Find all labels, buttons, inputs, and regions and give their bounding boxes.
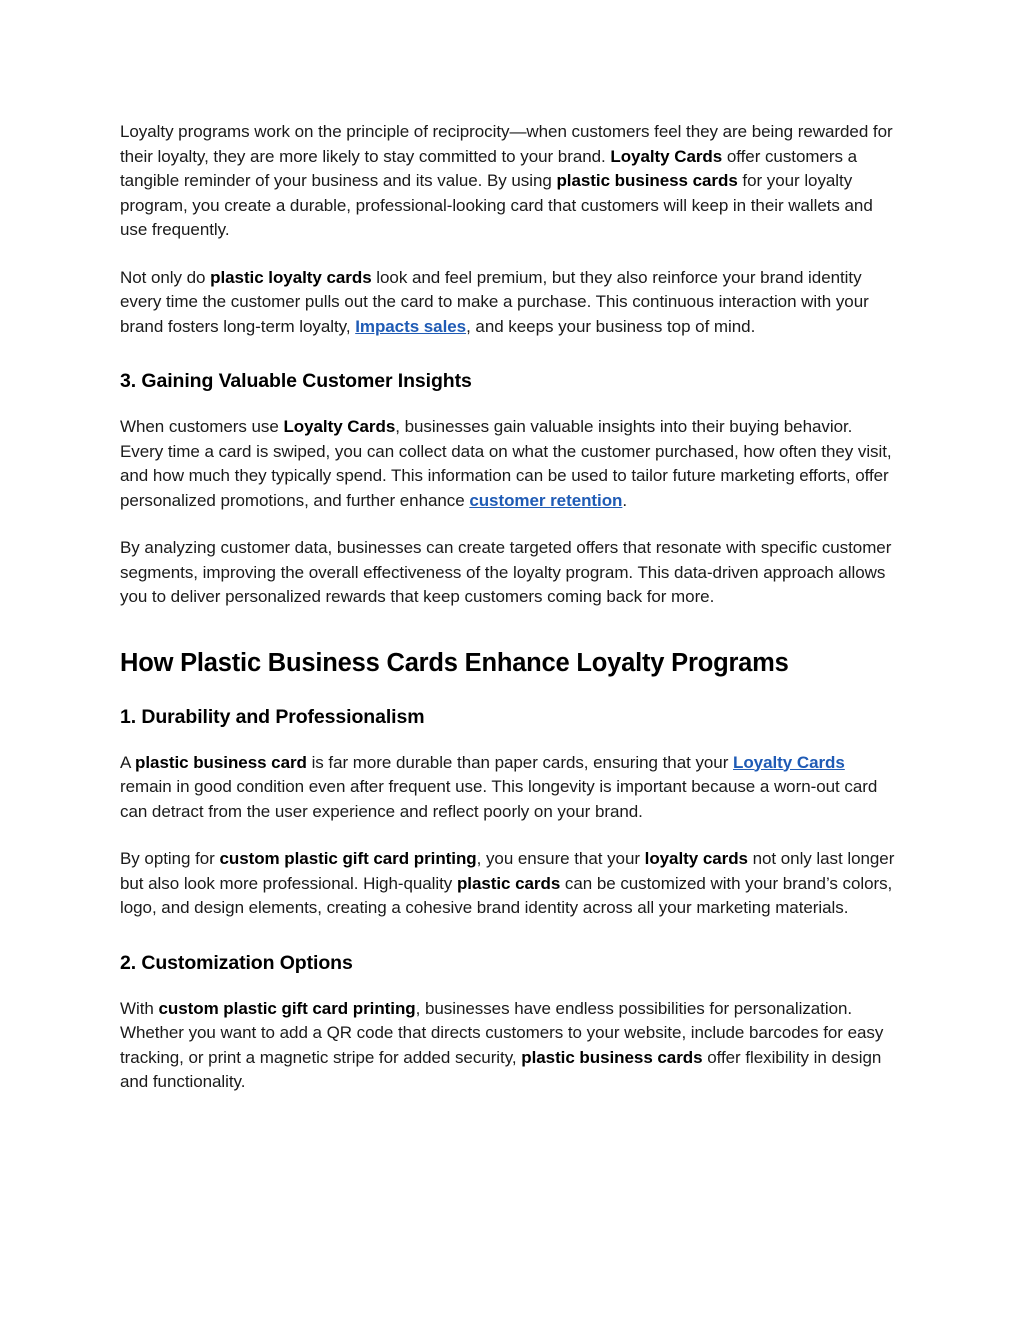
emphasis-text: plastic cards xyxy=(456,873,561,893)
emphasis-text: plastic business card xyxy=(135,752,307,772)
body-text: can be customized with your brand’s colors, logo, and design elements, creating a cohesive brand identity across all your marketing materials. xyxy=(120,873,893,917)
body-text: Not only do xyxy=(120,267,211,287)
body-text: By analyzing customer data, businesses can create targeted offers that resonate with specific customer segments, improving the overall effectiveness of the loyalty program. This data-driven approach allows you to deliver personalized rewards that keep customers coming back for more. xyxy=(120,538,892,606)
body-text: Loyalty programs work on the principle of reciprocity—when customers feel they are being rewarded for their loyalty, they are more likely to stay committed to your brand. xyxy=(120,122,893,166)
paragraph-custom-printing xyxy=(120,847,895,921)
emphasis-text: plastic loyalty cards xyxy=(210,267,372,287)
body-text: , you ensure that your xyxy=(476,849,645,868)
body-text: for your loyalty program, you create a durable, professional-looking card that customers will keep in their wallets and use frequently. xyxy=(120,171,873,239)
emphasis-text: loyalty cards xyxy=(644,849,748,868)
inline-link[interactable]: customer retention xyxy=(469,490,623,510)
emphasis-text: plastic business cards xyxy=(556,171,738,190)
body-text: , businesses have endless possibilities for personalization. Whether you want to add a QR code that directs customers to your website, include barcodes for easy tracking, or print a magnetic stripe for added security, xyxy=(120,998,884,1067)
heading-durability-and-professionalism xyxy=(120,705,895,730)
heading-how-plastic-business-cards-enhance-loyalty-programs xyxy=(120,648,895,679)
paragraph-brand-identity xyxy=(120,266,895,340)
paragraph-durability xyxy=(120,751,895,825)
document-content xyxy=(120,120,895,1095)
heading-customization-options xyxy=(120,951,895,976)
paragraph-buying-behavior xyxy=(120,415,895,513)
body-text: 2. Customization Options xyxy=(120,951,353,974)
body-text: 1. Durability and Professionalism xyxy=(120,705,425,728)
body-text: , and keeps your business top of mind. xyxy=(466,316,756,336)
body-text: remain in good condition even after frequent use. This longevity is important because a worn-out card can detract from the user experience and reflect poorly on your brand. xyxy=(120,777,878,821)
body-text: When customers use xyxy=(120,417,284,436)
paragraph-personalization xyxy=(120,997,895,1095)
body-text: offer customers a tangible reminder of your business and its value. By using xyxy=(120,146,858,190)
body-text: . xyxy=(622,490,628,510)
body-text: By opting for xyxy=(120,849,220,868)
paragraph-reciprocity xyxy=(120,120,895,243)
body-text: offer flexibility in design and functionality. xyxy=(120,1047,882,1091)
body-text: A xyxy=(120,752,136,772)
body-text: How Plastic Business Cards Enhance Loyalty Programs xyxy=(120,648,789,677)
body-text: With xyxy=(120,998,159,1018)
inline-link[interactable]: Loyalty Cards xyxy=(733,752,845,772)
emphasis-text: custom plastic gift card printing xyxy=(158,998,416,1018)
emphasis-text: plastic business cards xyxy=(521,1047,703,1067)
body-text: look and feel premium, but they also reinforce your brand identity every time the customer pulls out the card to make a purchase. This continuous interaction with your brand fosters long-term loyalty, xyxy=(120,267,869,336)
emphasis-text: Loyalty Cards xyxy=(283,417,396,436)
heading-gaining-valuable-customer-insights xyxy=(120,369,895,394)
emphasis-text: custom plastic gift card printing xyxy=(219,849,477,868)
body-text: 3. Gaining Valuable Customer Insights xyxy=(120,370,472,392)
emphasis-text: Loyalty Cards xyxy=(610,146,723,166)
paragraph-targeted-offers xyxy=(120,536,895,610)
body-text: is far more durable than paper cards, ensuring that your xyxy=(306,752,734,772)
body-text: , businesses gain valuable insights into their buying behavior. Every time a card is swiped, you can collect data on what the customer purchased, how often they visit, and how much they typically spend. This information can be used to tailor future marketing efforts, offer personalized promotions, and further enhance xyxy=(120,417,892,510)
inline-link[interactable]: Impacts sales xyxy=(355,316,467,336)
body-text: not only last longer but also look more professional. High-quality xyxy=(120,849,895,893)
